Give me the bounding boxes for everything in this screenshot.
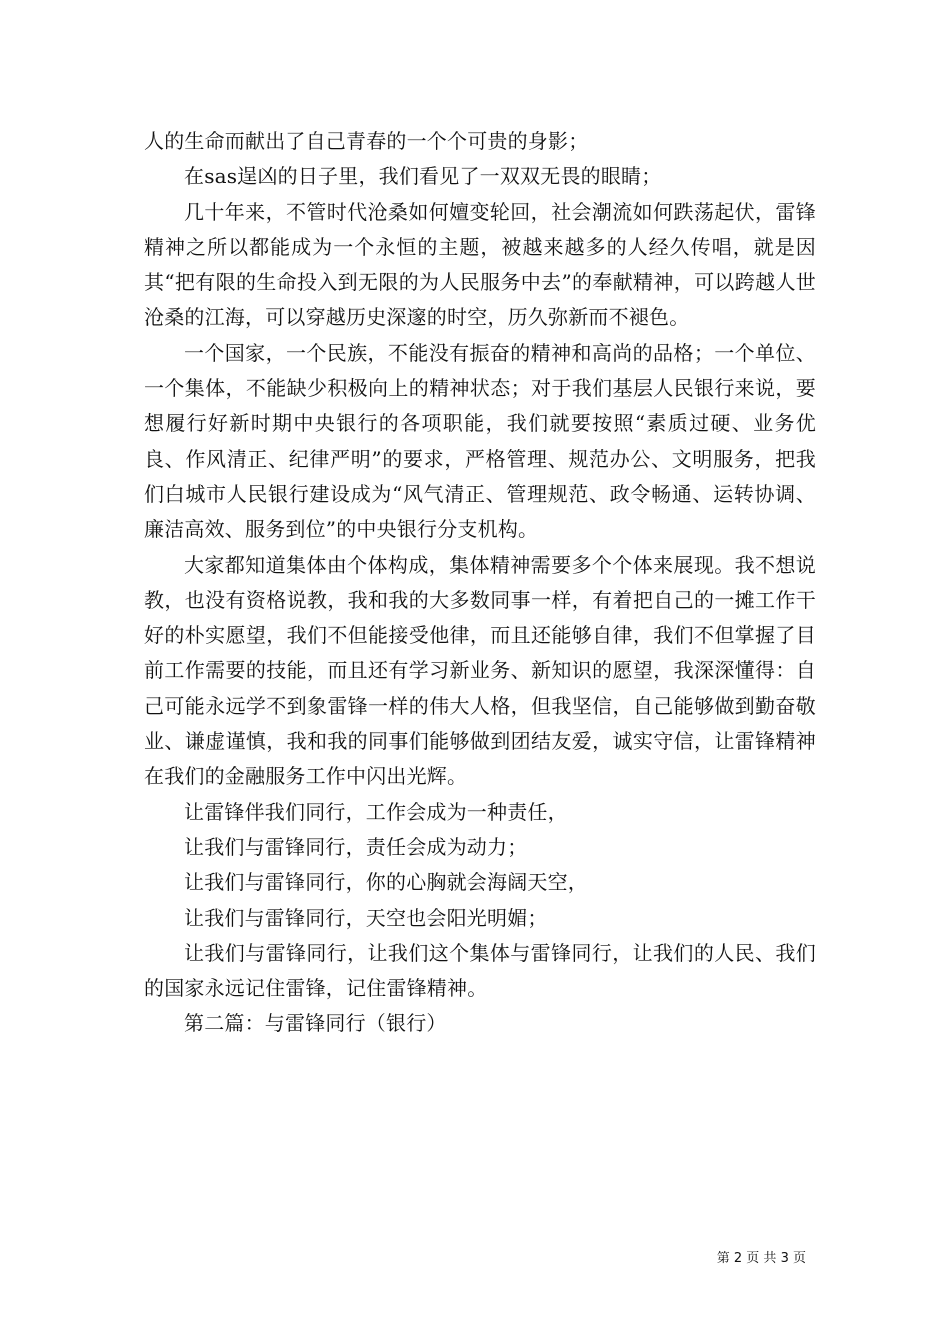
total-pages-number: 3 xyxy=(780,1251,789,1266)
section-heading: 第二篇：与雷锋同行（银行） xyxy=(184,1011,447,1036)
paragraph-3: 几十年来，不管时代沧桑如何嬗变轮回，社会潮流如何跌荡起伏，雷锋精神之所以都能成为一个永恒的主题，被越来越多的人经久传唱，就是因其“把有限的生命投入到无限的为人民服务中去”的奉献精神，可以跨越人世沧桑的江海，可以穿越历史深邃的时空，历久弥新而不褪色。 xyxy=(144,199,816,330)
current-page-number: 2 xyxy=(733,1251,743,1266)
footer-suffix: 页 xyxy=(792,1251,806,1266)
paragraph-5: 大家都知道集体由个体构成，集体精神需要多个个体来展现。我不想说教，也没有资格说教，我和我的大多数同事一样，有着把自己的一摊工作干好的朴实愿望，我们不但能接受他律，而且还能够自律，我们不但掌握了目前工作需要的技能，而且还有学习新业务、新知识的愿望，我深深懂得：自己可能永远学不到象雷锋一样的伟大人格，但我坚信，自己能够做到勤奋敬业、谦虚谨慎，我和我的同事们能够做到团结友爱，诚实守信，让雷锋精神在我们的金融服务工作中闪出光辉。 xyxy=(144,552,816,789)
paragraph-9: 让我们与雷锋同行，天空也会阳光明媚； xyxy=(184,905,548,930)
paragraph-8: 让我们与雷锋同行，你的心胸就会海阔天空， xyxy=(184,870,588,895)
paragraph-7: 让我们与雷锋同行，责任会成为动力； xyxy=(184,834,528,859)
paragraph-6: 让雷锋伴我们同行，工作会成为一种责任， xyxy=(184,799,568,824)
page-footer xyxy=(717,1247,806,1266)
paragraph-10: 让我们与雷锋同行，让我们这个集体与雷锋同行，让我们的人民、我们的国家永远记住雷锋，记住雷锋精神。 xyxy=(144,940,816,1001)
paragraph-4: 一个国家，一个民族，不能没有振奋的精神和高尚的品格；一个单位、一个集体，不能缺少积极向上的精神状态；对于我们基层人民银行来说，要想履行好新时期中央银行的各项职能，我们就要按照“素质过硬、业务优良、作风清正、纪律严明”的要求，严格管理、规范办公、文明服务，把我们白城市人民银行建设成为“风气清正、管理规范、政令畅通、运转协调、廉洁高效、服务到位”的中央银行分支机构。 xyxy=(144,340,816,542)
footer-prefix: 第 xyxy=(716,1251,730,1266)
footer-middle: 页 共 xyxy=(746,1251,777,1266)
document-body xyxy=(144,124,816,1042)
paragraph-1: 人的生命而献出了自己青春的一个个可贵的身影； xyxy=(144,129,589,153)
paragraph-2: 在sas逞凶的日子里，我们看见了一双双无畏的眼睛； xyxy=(184,164,662,189)
